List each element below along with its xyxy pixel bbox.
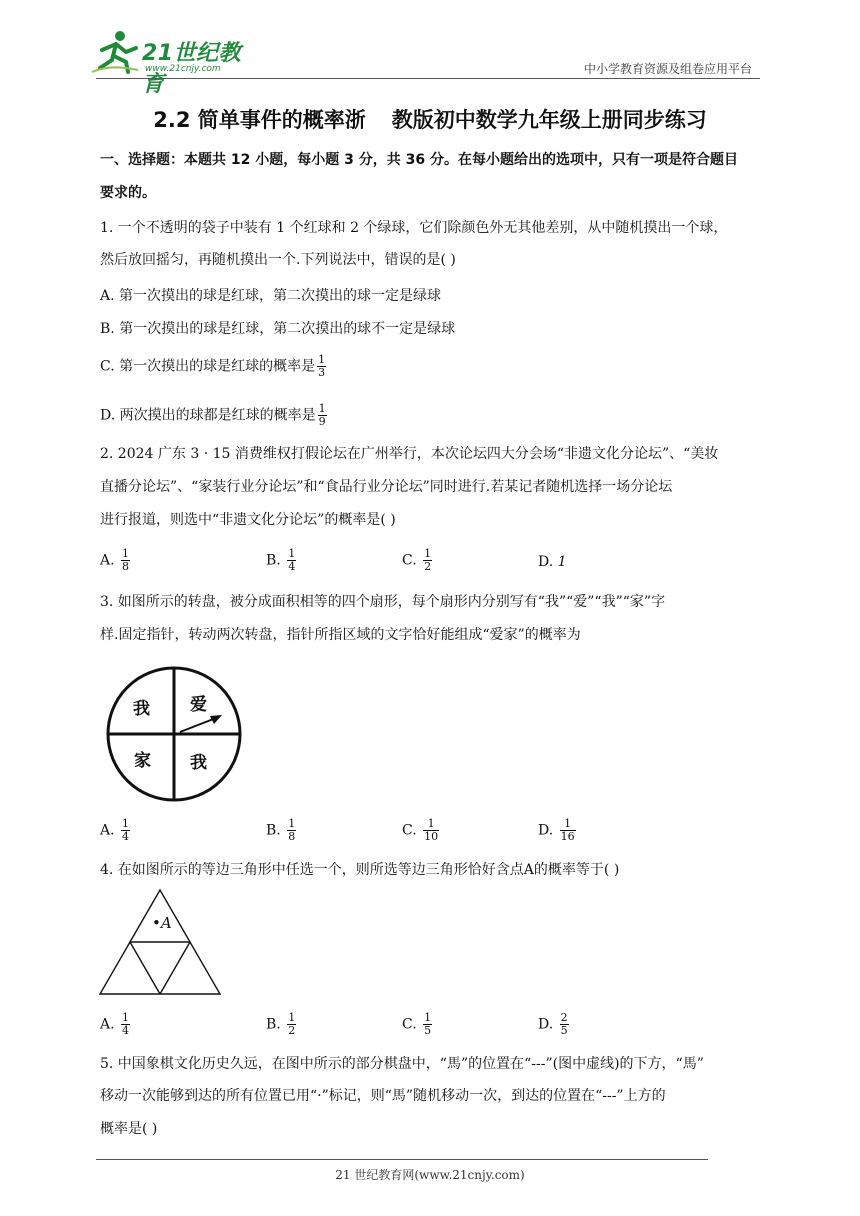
spinner-sector-bl: 家 <box>134 751 151 771</box>
q3-option-a: A. $\frac{1}{4}$ <box>100 817 130 843</box>
page-header <box>90 28 760 97</box>
logo-text: 21世纪教育 <box>142 41 242 97</box>
q2-option-d: D. 1 <box>538 554 567 570</box>
q4-line1: 4. 在如图所示的等边三角形中任选一个，则所选等边三角形恰好含点A的概率等于( ) <box>100 862 620 878</box>
q1-option-b: B. 第一次摸出的球是红球，第二次摸出的球不一定是绿球 <box>100 321 456 337</box>
section-heading-line1: 一、选择题：本题共 12 小题，每小题 3 分，共 36 分。在每小题给出的选项中，只有一项是符合题目 <box>100 152 738 168</box>
q4-option-a: A. $\frac{1}{4}$ <box>100 1011 130 1037</box>
logo-url: www.21cnjy.com <box>145 64 221 74</box>
q3-option-d: D. $\frac{1}{16}$ <box>538 817 575 843</box>
footer-divider <box>96 1159 708 1160</box>
q1-option-c-text: C. 第一次摸出的球是红球的概率是 <box>100 358 316 375</box>
q1-line2: 然后放回摇匀，再随机摸出一个.下列说法中，错误的是( ) <box>100 252 456 268</box>
section-heading-line2: 要求的。 <box>100 185 156 201</box>
site-logo[interactable] <box>90 28 260 97</box>
q1-option-a: A. 第一次摸出的球是红球，第二次摸出的球一定是绿球 <box>100 288 442 304</box>
title-part2: 教版初中数学九年级上册同步练习 <box>391 108 707 132</box>
spinner-sector-br: 我 <box>190 753 207 773</box>
header-divider <box>96 78 760 79</box>
q2-line2: 直播分论坛”、“家装行业分论坛”和“食品行业分论坛”同时进行.若某记者随机选择一场分论坛 <box>100 479 673 495</box>
point-a-label: •A <box>152 914 172 932</box>
q4-option-b: B. $\frac{1}{2}$ <box>266 1011 296 1037</box>
page-title <box>0 104 860 134</box>
spinner-svg <box>104 664 244 804</box>
q1-option-c <box>100 354 770 379</box>
q1-option-d-text: D. 两次摸出的球都是红球的概率是 <box>100 407 316 424</box>
q1-option-c-fraction: $\frac{1}{3}$ <box>318 353 326 379</box>
page-footer[interactable]: 21 世纪教育网(www.21cnjy.com) <box>335 1168 525 1182</box>
runner-logo-icon <box>90 28 140 74</box>
q3-line1: 3. 如图所示的转盘，被分成面积相等的四个扇形，每个扇形内分别写有“我”“爱”“我”“家”字 <box>100 594 666 610</box>
q2-option-b: B. $\frac{1}{4}$ <box>266 547 296 573</box>
q3-option-b: B. $\frac{1}{8}$ <box>266 817 296 843</box>
spinner-sector-tl: 我 <box>133 699 150 719</box>
header-platform-text: 中小学教育资源及组卷应用平台 <box>583 62 752 76</box>
q5-line2: 移动一次能够到达的所有位置已用“·”标记，则“馬”随机移动一次，到达的位置在“---”上方的 <box>100 1088 666 1104</box>
q1-option-d-fraction: $\frac{1}{9}$ <box>318 402 326 428</box>
q2-option-a: A. $\frac{1}{8}$ <box>100 547 130 573</box>
spinner-sector-tr: 爱 <box>190 695 207 715</box>
q4-option-d: D. $\frac{2}{5}$ <box>538 1011 568 1037</box>
q1-line1: 1. 一个不透明的袋子中装有 1 个红球和 2 个绿球，它们除颜色外无其他差别，从中随机摸出一个球， <box>100 220 728 236</box>
triangle-svg <box>98 888 222 998</box>
q4-option-c: C. $\frac{1}{5}$ <box>402 1011 432 1037</box>
q1-option-d <box>100 403 770 428</box>
q5-line1: 5. 中国象棋文化历史久远，在图中所示的部分棋盘中，“馬”的位置在“---”(图中虚线)的下方，“馬” <box>100 1056 704 1072</box>
q3-line2: 样.固定指针，转动两次转盘，指针所指区域的文字恰好能组成“爱家”的概率为 <box>100 627 581 643</box>
q5-line3: 概率是( ) <box>100 1121 158 1137</box>
q2-option-c: C. $\frac{1}{2}$ <box>402 547 432 573</box>
spinner-figure <box>104 664 244 804</box>
q2-line3: 进行报道，则选中“非遗文化分论坛”的概率是( ) <box>100 512 396 528</box>
q2-line1: 2. 2024 广东 3 · 15 消费维权打假论坛在广州举行，本次论坛四大分会场“非遗文化分论坛”、“美妆 <box>100 446 719 462</box>
title-part1: 2.2 简单事件的概率浙 <box>153 108 366 132</box>
q3-option-c: C. $\frac{1}{10}$ <box>402 817 439 843</box>
triangle-figure <box>98 888 222 998</box>
